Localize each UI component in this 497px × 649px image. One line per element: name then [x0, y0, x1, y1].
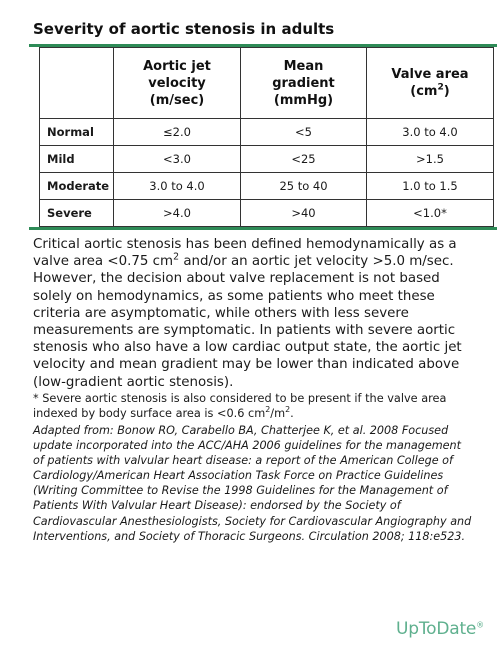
- cell-velocity: >4.0: [114, 200, 241, 227]
- row-label: Severe: [40, 200, 114, 227]
- severity-table: [39, 47, 494, 227]
- header-jet-velocity: Aortic jet velocity (m/sec): [114, 48, 241, 119]
- cell-velocity: ≤2.0: [114, 119, 241, 146]
- cell-gradient: <5: [241, 119, 367, 146]
- cell-velocity: <3.0: [114, 146, 241, 173]
- cell-gradient: <25: [241, 146, 367, 173]
- table-row: [40, 146, 494, 173]
- cell-area: 3.0 to 4.0: [367, 119, 494, 146]
- table-row: [40, 119, 494, 146]
- header-valve-area: Valve area $(cm^2)$: [367, 48, 494, 119]
- header-mean-gradient: Mean gradient (mmHg): [241, 48, 367, 119]
- cell-area: <1.0*: [367, 200, 494, 227]
- uptodate-logo: UpToDate®: [396, 619, 484, 639]
- table-row: [40, 173, 494, 200]
- page-title: Severity of aortic stenosis in adults: [33, 20, 335, 38]
- bottom-accent-rule: [29, 227, 497, 230]
- table-header-row: [40, 48, 494, 119]
- row-label: Moderate: [40, 173, 114, 200]
- header-blank-cell: [40, 48, 114, 119]
- source-citation: Adapted from: Bonow RO, Carabello BA, Chatterjee K, et al. 2008 Focused update incorporated into the ACC/AHA 2006 guidelines for the management of patients with valvular heart disease: a report of the American College of Cardiology/American Heart Association Task Force on Practice Guidelines (Writing Committee to Revise the 1998 Guidelines for the Management of Patients With Valvular Heart Disease): endorsed by the Society of Cardiovascular Anesthesiologists, Society for Cardiovascular Angiography and Interventions, and Society of Thoracic Surgeons. Circulation 2008; 118:e523.: [33, 424, 472, 543]
- cell-velocity: 3.0 to 4.0: [114, 173, 241, 200]
- footnote: * Severe aortic stenosis is also considered to be present if the valve area indexed by body surface area is <0.6 $cm^2/m^2$.: [33, 392, 447, 420]
- cell-gradient: 25 to 40: [241, 173, 367, 200]
- cell-gradient: >40: [241, 200, 367, 227]
- cell-area: 1.0 to 1.5: [367, 173, 494, 200]
- cell-area: >1.5: [367, 146, 494, 173]
- explanatory-paragraph: Critical aortic stenosis has been defined hemodynamically as a valve area <0.75 $cm^2$ and/or an aortic jet velocity >5.0 m/sec. However, the decision about valve replacement is not based solely on hemodynamics, as some patients who meet these criteria are asymptomatic, while others with less severe measurements are symptomatic. In patients with severe aortic stenosis who also have a low cardiac output state, the aortic jet velocity and mean gradient may be lower than indicated above (low-gradient aortic stenosis).: [33, 237, 462, 390]
- row-label: Normal: [40, 119, 114, 146]
- row-label: Mild: [40, 146, 114, 173]
- table-row: [40, 200, 494, 227]
